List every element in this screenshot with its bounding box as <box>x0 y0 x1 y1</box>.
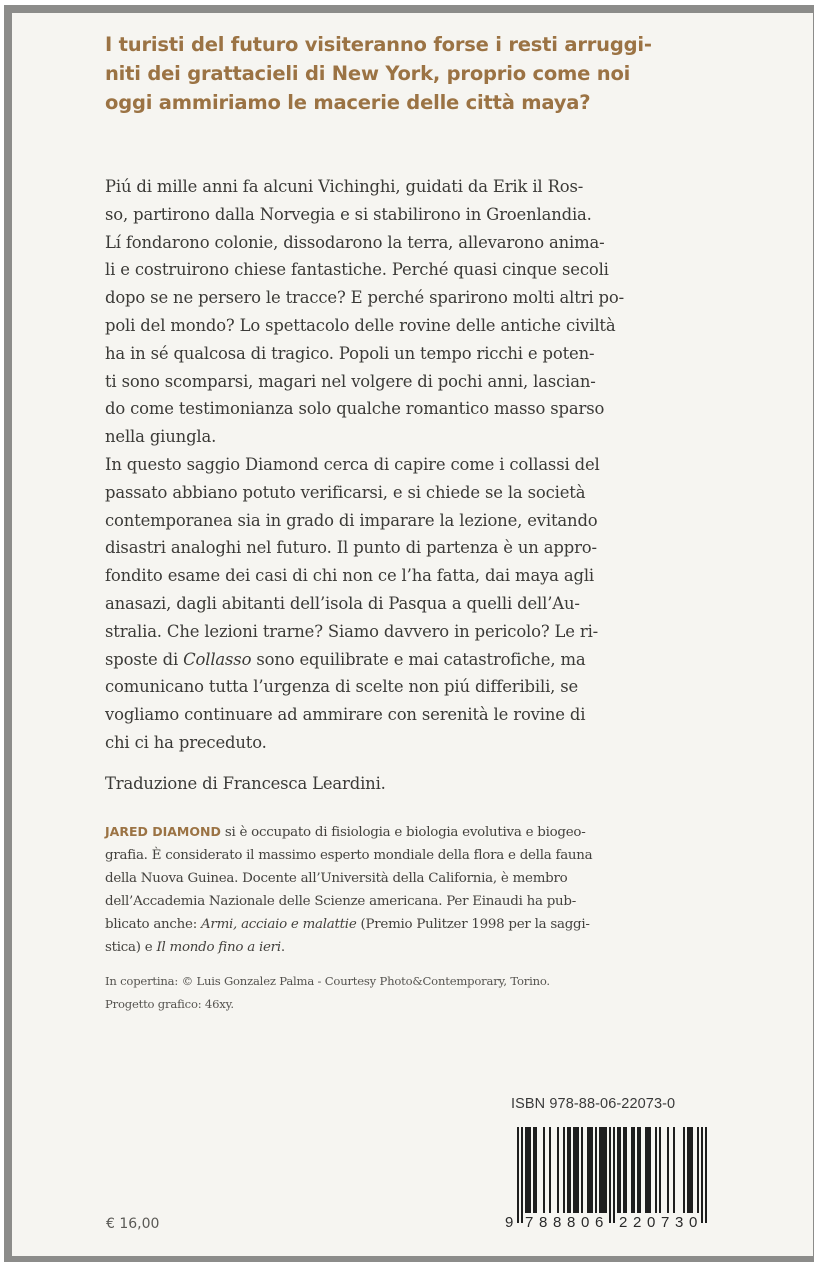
body-line: poli del mondo? Lo spettacolo delle rovine delle antiche civiltà <box>105 315 616 335</box>
body-line: dopo se ne persero le tracce? E perché sparirono molti altri po- <box>105 288 624 308</box>
blurb-body <box>105 173 725 757</box>
body-line: stralia. Che lezioni trarne? Siamo davvero in pericolo? Le ri- <box>105 621 599 641</box>
body-line: ti sono scomparsi, magari nel volgere di pochi anni, lascian- <box>105 371 596 391</box>
text-segment: (Premio Pulitzer 1998 per la saggi- <box>356 917 590 932</box>
bio-line: dell’Accademia Nazionale delle Scienze americana. Per Einaudi ha pub- <box>105 894 577 909</box>
design-credit: Progetto grafico: 46xy. <box>105 997 234 1011</box>
body-line: contemporanea sia in grado di imparare la lezione, evitando <box>105 510 598 530</box>
author-bio <box>105 820 725 959</box>
body-line: nella giungla. <box>105 427 217 447</box>
book-title: Armi, acciaio e malattie <box>201 917 357 932</box>
bio-line: grafia. È considerato il massimo esperto mondiale della flora e della fauna <box>105 848 593 863</box>
body-line: fondito esame dei casi di chi non ce l’ha fatta, dai maya agli <box>105 566 595 586</box>
svg-text:2: 2 <box>619 1214 628 1227</box>
cover-credits <box>105 970 725 1016</box>
body-line: chi ci ha preceduto. <box>105 732 267 752</box>
body-line: disastri analoghi nel futuro. Il punto di partenza è un appro- <box>105 538 597 558</box>
text-segment: sposte di <box>105 649 184 669</box>
svg-text:7: 7 <box>661 1214 670 1227</box>
heading-line: niti dei grattacieli di New York, proprio come noi <box>105 62 631 85</box>
svg-text:9: 9 <box>505 1214 514 1227</box>
ean13-barcode <box>503 1127 743 1227</box>
body-line: so, partirono dalla Norvegia e si stabilirono in Groenlandia. <box>105 204 592 224</box>
body-line: Piú di mille anni fa alcuni Vichinghi, guidati da Erik il Ros- <box>105 177 584 196</box>
svg-text:7: 7 <box>525 1214 534 1227</box>
translation-credit: Traduzione di Francesca Leardini. <box>105 774 386 793</box>
author-name: JARED DIAMOND <box>105 824 221 839</box>
book-title-collasso: Collasso <box>183 649 252 669</box>
body-line: vogliamo continuare ad ammirare con serenità le rovine di <box>105 705 586 725</box>
body-line: li e costruirono chiese fantastiche. Perché quasi cinque secoli <box>105 260 609 280</box>
body-line: Lí fondarono colonie, dissodarono la terra, allevarono anima- <box>105 232 605 252</box>
text-segment: si è occupato di fisiologia e biologia evolutiva e biogeo- <box>220 825 586 840</box>
bio-line <box>105 936 725 959</box>
text-segment: . <box>280 940 285 955</box>
body-line: ha in sé qualcosa di tragico. Popoli un tempo ricchi e poten- <box>105 343 595 363</box>
body-line-collasso <box>105 646 725 674</box>
isbn-label: ISBN 978-88-06-22073-0 <box>511 1096 676 1112</box>
heading-line: I turisti del futuro visiteranno forse i resti arruggi- <box>105 33 652 56</box>
svg-text:2: 2 <box>633 1214 642 1227</box>
bio-line <box>105 913 725 936</box>
bio-line: della Nuova Guinea. Docente all’Università della California, è membro <box>105 871 568 886</box>
blurb-heading <box>105 30 705 117</box>
body-line: comunicano tutta l’urgenza di scelte non piú differibili, se <box>105 677 579 697</box>
body-line: anasazi, dagli abitanti dell’isola di Pasqua a quelli dell’Au- <box>105 593 580 613</box>
bio-line <box>105 820 725 844</box>
cover-photo-credit: In copertina: © Luis Gonzalez Palma - Courtesy Photo&Contemporary, Torino. <box>105 974 550 988</box>
price-label: € 16,00 <box>106 1216 160 1232</box>
svg-text:6: 6 <box>595 1214 604 1227</box>
svg-text:3: 3 <box>675 1214 684 1227</box>
svg-text:0: 0 <box>689 1214 698 1227</box>
svg-text:0: 0 <box>581 1214 590 1227</box>
svg-text:8: 8 <box>539 1214 548 1227</box>
svg-text:8: 8 <box>553 1214 562 1227</box>
svg-text:8: 8 <box>567 1214 576 1227</box>
body-line: In questo saggio Diamond cerca di capire come i collassi del <box>105 454 600 474</box>
body-line: passato abbiano potuto verificarsi, e si chiede se la società <box>105 482 586 502</box>
svg-text:0: 0 <box>647 1214 656 1227</box>
text-segment: stica) e <box>105 940 157 955</box>
book-title: Il mondo fino a ieri <box>156 940 281 955</box>
body-line: do come testimonianza solo qualche romantico masso sparso <box>105 399 605 419</box>
heading-line: oggi ammiriamo le macerie delle città maya? <box>105 91 591 114</box>
text-segment: blicato anche: <box>105 917 201 932</box>
text-segment: sono equilibrate e mai catastrofiche, ma <box>251 649 586 669</box>
